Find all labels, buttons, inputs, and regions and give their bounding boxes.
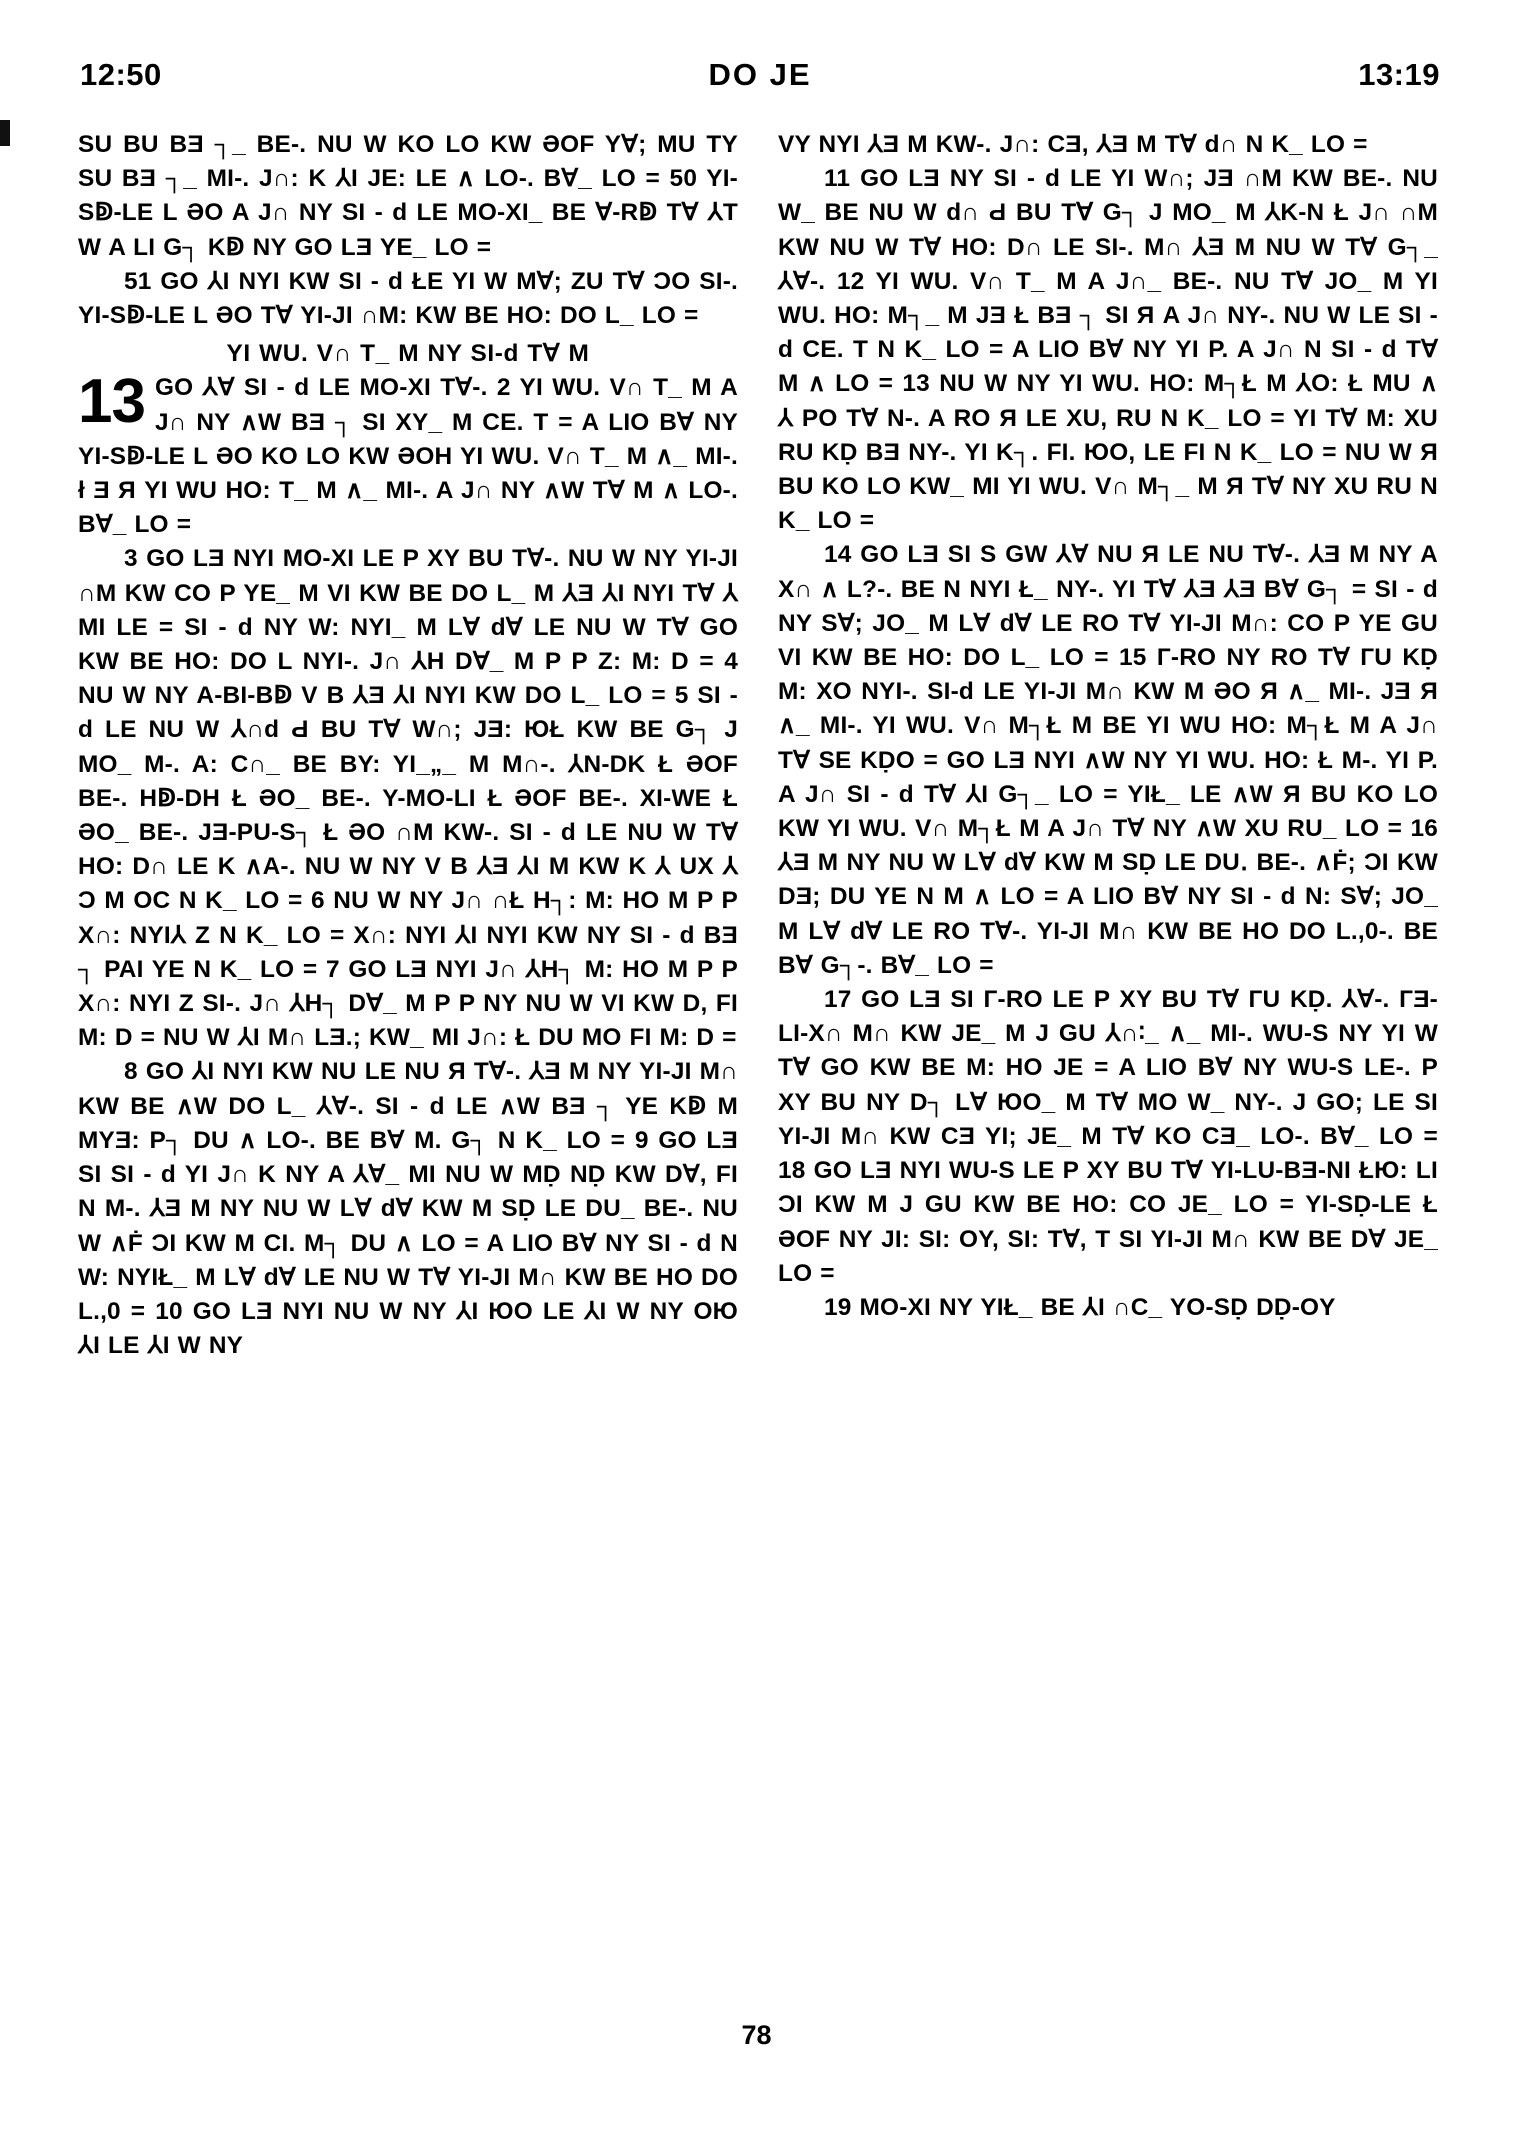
chapter-number: 13 bbox=[78, 367, 145, 437]
left-column bbox=[78, 128, 738, 1363]
paragraph: 8 GO ⅄I NYI KW NU LE NU Я T∀-. ⅄Ǝ M NY YI-JI M∩ KW BE ∧W DO L_ ⅄∀-. SI - d LE ∧W BƎ ┐ YE Kↁ M MYƎ: P┐ DU ∧ LO-. BE B∀ M. G┐ N K_ LO = 9 GO LƎ SI SI - d YI J∩ K NY A ⅄∀_ MI NU W MḌ NḌ KW D∀, FI N M-. ⅄Ǝ M NY NU W L∀ d∀ KW M SḌ LE DU_ BE-. NU W ∧Ḟ ƆI KW M CI. M┐ DU ∧ LO = A LIO B∀ NY SI - d N W: NYIŁ_ M L∀ d∀ LE NU W T∀ YI-JI M∩ KW BE HO DO L.,0 = 10 GO LƎ NYI NU W NY ⅄I ЮO LE ⅄I W NY OЮ ⅄I LE ⅄I W NY bbox=[78, 1058, 738, 1360]
paragraph: VY NYI ⅄Ǝ M KW-. J∩: CƎ, ⅄Ǝ M T∀ d∩ N K_ LO = bbox=[778, 131, 1368, 158]
two-column-body bbox=[78, 128, 1438, 1363]
right-column bbox=[778, 128, 1438, 1363]
chapter-title: YI WU. V∩ T_ M NY SI-d T∀ M bbox=[226, 340, 590, 368]
paragraph: 14 GO LƎ SI S GW ⅄∀ NU Я LE NU T∀-. ⅄Ǝ M NY A X∩ ∧ L?-. BE N NYI Ł_ NY-. YI T∀ ⅄Ǝ ⅄Ǝ B∀ G┐ = SI - d NY S∀; JO_ M L∀ d∀ LE RO T∀ YI-JI M∩: CO P YE GU VI KW BE HO: DO L_ LO = 15 Г-RO NY RO T∀ ГU KḌ M: XO NYI-. SI-d LE YI-JI M∩ KW M ƏO Я ∧_ MI-. JƎ Я ∧_ MI-. YI WU. V∩ M┐Ł M BE YI WU HO: M┐Ł M A J∩ T∀ SE KḌO = GO LƎ NYI ∧W NY YI WU. HO: Ł M-. YI P. A J∩ SI - d T∀ ⅄I G┐_ LO = YIŁ_ LE ∧W Я BU KO LO KW YI WU. V∩ M┐Ł M A J∩ T∀ NY ∧W XU RU_ LO = 16 ⅄Ǝ M NY NU W L∀ d∀ KW M SḌ LE DU․ BE-. ∧Ḟ; ƆI KW DƎ; DU YE N M ∧ LO = A LIO B∀ NY SI - d N: S∀; JO_ M L∀ d∀ LE RO T∀-. YI-JI M∩ KW BE HO DO L.,0-. BE B∀ G┐-. B∀_ LO = bbox=[778, 541, 1438, 979]
page-header bbox=[80, 50, 1440, 100]
paragraph: 19 MO-XI NY YIŁ_ BE ⅄I ∩C_ YO-SḌ DḌ-OY bbox=[824, 1293, 1336, 1321]
page-number: 78 bbox=[741, 2020, 772, 2050]
paragraph: GO ⅄∀ SI - d LE MO-XI T∀-. 2 YI WU. V∩ T_ M A J∩ NY ∧W BƎ ┐ SI XY_ M CE. T = A LIO B∀ NY YI-Sↁ-LE L ƏO KO LO KW ƏOH YI WU. V∩ T_ M ∧_ MI-. ł Ǝ Я YI WU HO: T_ M ∧_ MI-. A J∩ NY ∧W T∀ M ∧ LO-. B∀_ LO = bbox=[78, 374, 738, 539]
header-book-title: DO JE bbox=[708, 57, 812, 92]
paragraph: 3 GO LƎ NYI MO-XI LE P XY BU T∀-. NU W NY YI-JI ∩M KW CO P YE_ M VI KW BE DO L_ M ⅄Ǝ ⅄I NYI T∀ ⅄ MI LE = SI - d NY W: NYI_ M L∀ d∀ LE NU W T∀ GO KW BE HO: DO L NYI-. J∩ ⅄H D∀_ M P P Z: M: D = 4 NU W NY A-BI-Bↁ V B ⅄Ǝ ⅄I NYI KW DO L_ LO = 5 SI - d LE NU W ⅄∩ԁ Ԁ BU T∀ W∩; JƎ: ЮŁ KW BE G┐ J MO_ M-. A: C∩_ BE BY: YI_„_ M M∩-. ⅄N-DK Ł ƏOF BE-. Hↁ-DH Ł ƏO_ BE-. Y-MO-LI Ł ƏOF BE-. XI-WE Ł ƏO_ BE-. JƎ-PU-S┐ Ł ƏO ∩M KW-. SI - d LE NU W T∀ HO: D∩ LE K ∧A-. NU W NY V B ⅄Ǝ ⅄I M KW K ⅄ UX ⅄ Ɔ M OC N K_ LO = 6 NU W NY J∩ ∩Ł H┐: M: HO M P P X∩: NYI⅄ Z N K_ LO = X∩: NYI ⅄I NYI KW NY SI - d BƎ ┐ PAI YE N K_ LO = 7 GO LƎ NYІ J∩ ⅄H┐ M: HO M P P X∩: NYI Z SI-. J∩ ⅄H┐ D∀_ M P P NY NU W VI KW D, FI M: D = NU W ⅄I M∩ LƎ.; KW_ MI J∩: Ł DU MO FI M: D = bbox=[78, 545, 738, 1052]
header-right-reference: 13:19 bbox=[1358, 57, 1440, 92]
paragraph: 17 GO LƎ SI Г-RO LE P XY BU T∀ ГU KḌ. ⅄∀-. ГƎ-LI-X∩ M∩ KW JE_ M J GU ⅄∩∶_ ∧_ MI-. WU-S NY YI W T∀ GO KW BE M: HO JE = A LIO B∀ NY WU-S LE-. P XY BU NY D┐ L∀ ЮO_ M T∀ MO W_ NY-. J GO; LE SI YI-JI M∩ KW CƎ YI; JE_ M T∀ KO CƎ_ LO-. B∀_ LO = 18 GO LƎ NYI WU-S LE P XY BU T∀ YI-LU-BƎ-NI ŁЮ: LI ƆI KW M J GU KW BE HO: CO JE_ LO = YI-SḌ-LE Ł ƏOF NY JI: SI: ОY, SI: T∀, T SI YI-JI M∩ KW BE D∀ JE_ LO = bbox=[778, 986, 1438, 1287]
paragraph: 11 GO LƎ NY SI - d LE YI W∩; JƎ ∩M KW BE-. NU W_ BE NU W d∩ Ԁ BU T∀ G┐ J MO_ M ⅄K-N Ł J∩ ∩M KW NU W T∀ HO: D∩ LE SI-. M∩ ⅄Ǝ M NU W T∀ G┐_ ⅄∀-. 12 YI WU. V∩ T_ M A J∩_ BE-. NU T∀ JO_ M YI WU. HO: M┐_ M JƎ Ł BƎ ┐ SI Я A J∩ NY-. NU W LE SI - d CE. T N K_ LO = A LIO B∀ NY YI P. A J∩ N SI - d T∀ M ∧ LO = 13 NU W NY YI WU. HO: M┐Ł M ⅄O: Ł MU ∧ ⅄ PO T∀ N-. A RO Я LE XU, RU N K_ LO = YI T∀ M: XU RU KḌ BƎ NY-. YI K┐. FI. ЮO, LE FI N K_ LO = NU W Я BU KO LO KW_ MI YI WU. V∩ M┐_ M Я T∀ NY XU RU N K_ LO = bbox=[778, 165, 1438, 535]
paragraph: SU BU BƎ ┐_ BE-. NU W KO LO KW ƏOF Y∀; MU TY SU BƎ ┐_ MI-. J∩: K ⅄I JE: LE ∧ LO-. B∀_ LO = 50 YI-Sↁ-LE L ƏO A J∩ NY SI - d LE MO-XI_ BE ∀-Rↁ T∀ ⅄T W A LI G┐ Kↁ NY GO LƎ YE_ LO = bbox=[78, 131, 738, 261]
chapter-opening bbox=[78, 367, 738, 542]
header-left-reference: 12:50 bbox=[80, 57, 162, 92]
paragraph: 51 GO ⅄I NYI KW SI - d ŁE YI W M∀; ZU T∀ ƆO SI-. YI-Sↁ-LE L ƏO T∀ YI-JI ∩M: KW BE HO: DO L_ LO = bbox=[78, 267, 738, 330]
page-edge-mark bbox=[0, 120, 10, 146]
